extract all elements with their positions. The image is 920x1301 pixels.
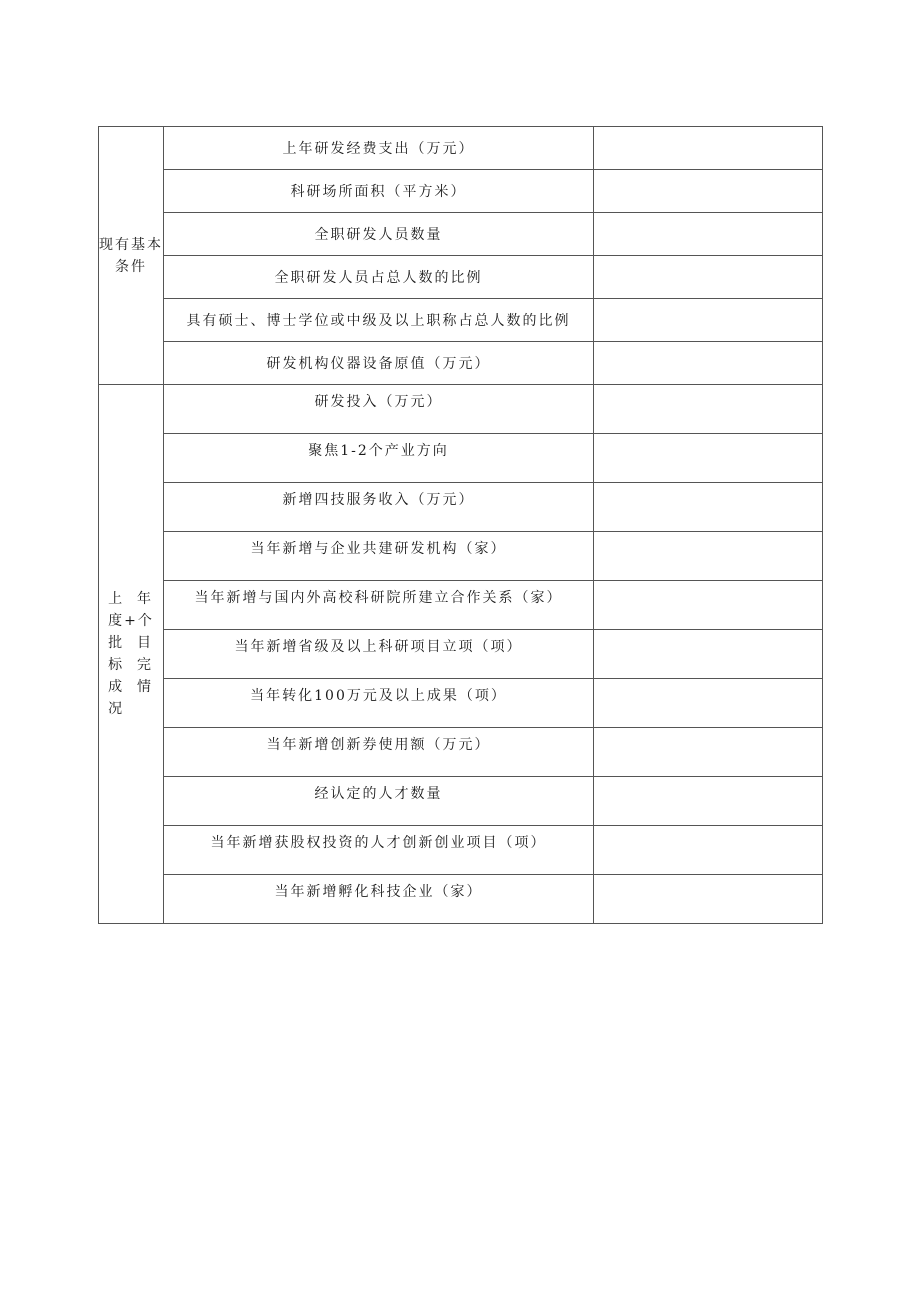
row-label: 上年研发经费支出（万元） <box>164 127 594 170</box>
row-label: 经认定的人才数量 <box>164 777 594 826</box>
section-title-line: 标 完 <box>108 657 154 673</box>
section-title-line: 条件 <box>115 258 147 275</box>
table-row <box>99 630 823 679</box>
value-cell[interactable] <box>594 777 823 826</box>
table-row <box>99 170 823 213</box>
value-cell[interactable] <box>594 728 823 777</box>
table-row <box>99 777 823 826</box>
value-cell[interactable] <box>594 434 823 483</box>
table-row <box>99 728 823 777</box>
application-form-table <box>98 126 823 924</box>
value-cell[interactable] <box>594 299 823 342</box>
row-label: 当年新增省级及以上科研项目立项（项） <box>164 630 594 679</box>
value-cell[interactable] <box>594 826 823 875</box>
value-cell[interactable] <box>594 630 823 679</box>
value-cell[interactable] <box>594 127 823 170</box>
table-row <box>99 256 823 299</box>
row-label: 科研场所面积（平方米） <box>164 170 594 213</box>
row-label: 聚焦1-2个产业方向 <box>164 434 594 483</box>
table-row <box>99 581 823 630</box>
row-label: 当年新增与国内外高校科研院所建立合作关系（家） <box>164 581 594 630</box>
table-row <box>99 532 823 581</box>
section-title-line: 况 <box>108 701 125 717</box>
table-row <box>99 875 823 924</box>
value-cell[interactable] <box>594 483 823 532</box>
value-cell[interactable] <box>594 581 823 630</box>
table-row <box>99 342 823 385</box>
section-label-target-completion <box>99 385 164 924</box>
value-cell[interactable] <box>594 170 823 213</box>
table-row <box>99 826 823 875</box>
row-label: 全职研发人员数量 <box>164 213 594 256</box>
row-label: 当年新增获股权投资的人才创新创业项目（项） <box>164 826 594 875</box>
table-row <box>99 127 823 170</box>
row-label: 研发投入（万元） <box>164 385 594 434</box>
value-cell[interactable] <box>594 213 823 256</box>
row-label: 新增四技服务收入（万元） <box>164 483 594 532</box>
table-row <box>99 299 823 342</box>
value-cell[interactable] <box>594 679 823 728</box>
value-cell[interactable] <box>594 532 823 581</box>
value-cell[interactable] <box>594 385 823 434</box>
row-label: 当年转化100万元及以上成果（项） <box>164 679 594 728</box>
row-label: 当年新增孵化科技企业（家） <box>164 875 594 924</box>
row-label: 当年新增与企业共建研发机构（家） <box>164 532 594 581</box>
section-title-line: 现有基本 <box>99 236 163 253</box>
value-cell[interactable] <box>594 875 823 924</box>
table-row <box>99 385 823 434</box>
section-title-line: 成 情 <box>108 679 154 695</box>
table-row <box>99 483 823 532</box>
row-label: 当年新增创新券使用额（万元） <box>164 728 594 777</box>
section-label-basic-conditions <box>99 127 164 385</box>
table-row <box>99 213 823 256</box>
row-label: 全职研发人员占总人数的比例 <box>164 256 594 299</box>
table-row <box>99 679 823 728</box>
value-cell[interactable] <box>594 342 823 385</box>
row-label: 具有硕士、博士学位或中级及以上职称占总人数的比例 <box>164 299 594 342</box>
value-cell[interactable] <box>594 256 823 299</box>
table-row <box>99 434 823 483</box>
section-title-line: 上 年 <box>108 591 154 607</box>
row-label: 研发机构仪器设备原值（万元） <box>164 342 594 385</box>
section-title-line: 度+个 <box>108 613 154 629</box>
section-title-line: 批 目 <box>108 635 154 651</box>
